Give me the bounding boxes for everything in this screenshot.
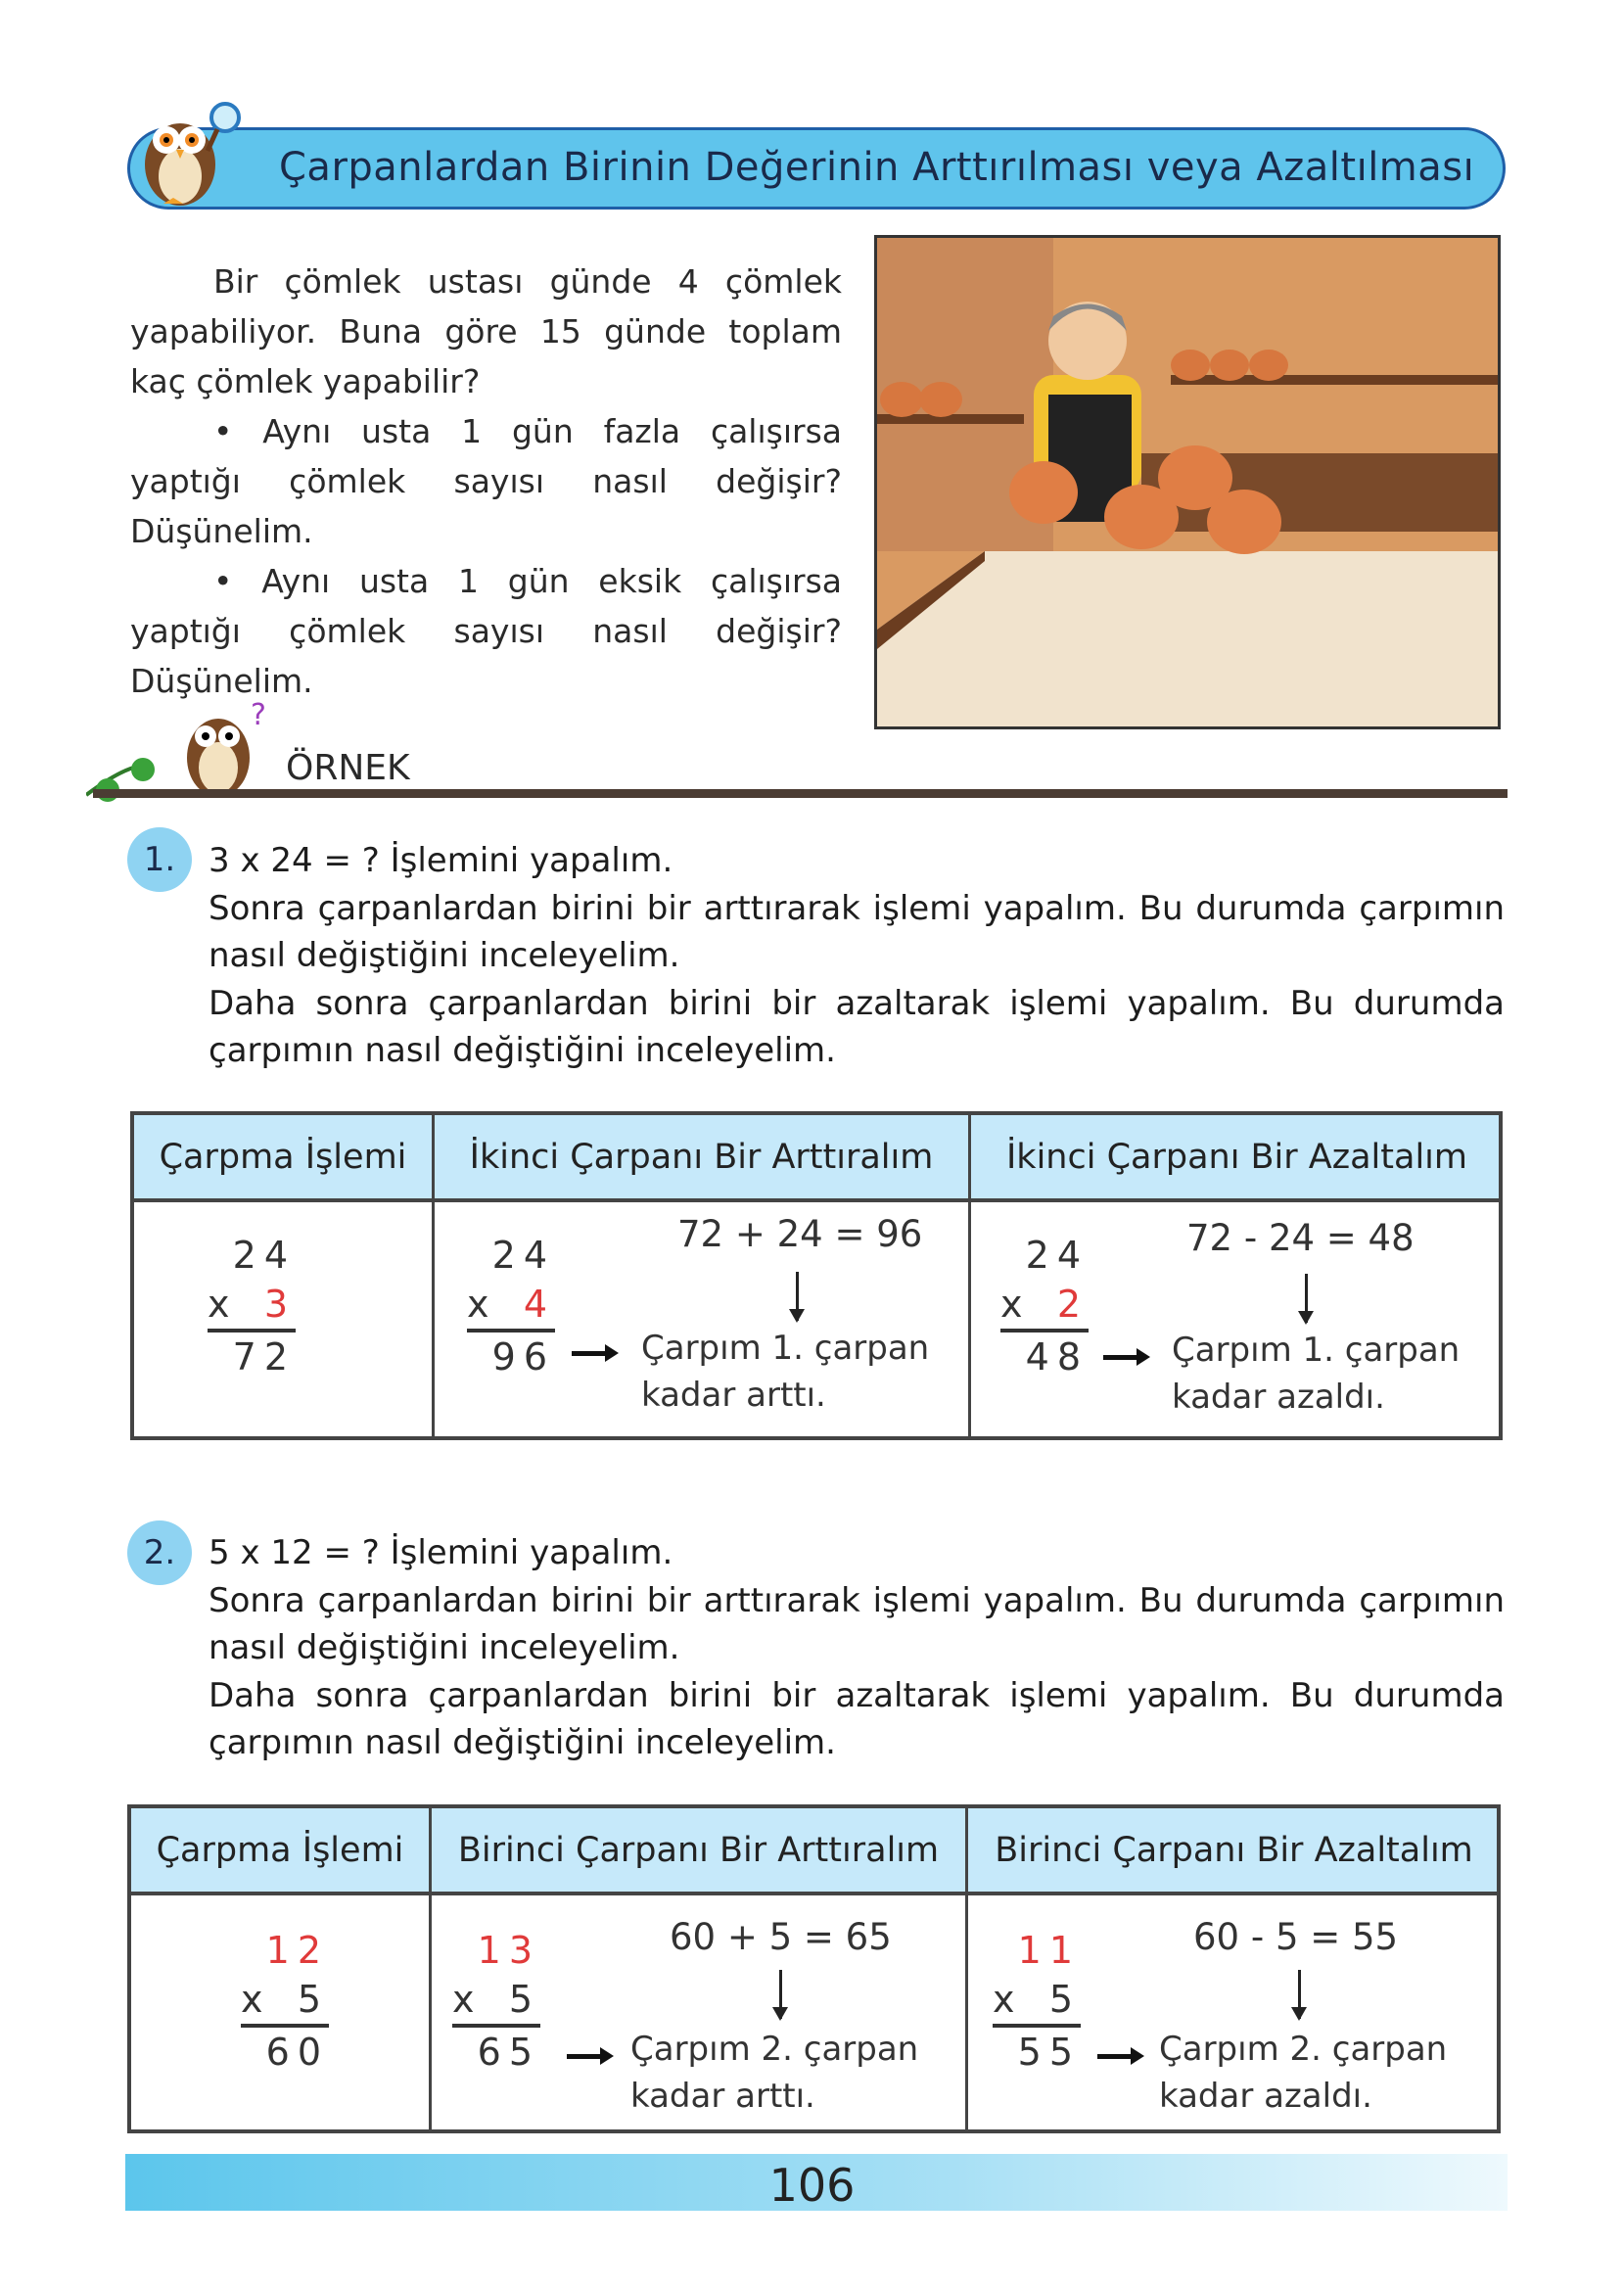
factor-top: 13	[477, 1929, 540, 1972]
down-arrow-icon	[1305, 1274, 1308, 1323]
intro-bullet: • Aynı usta 1 gün fazla çalışırsa yaptığı çömlek sayısı nasıl değişir? Düşünelim.	[130, 412, 842, 550]
example-question: 3 x 24 = ? İşlemini yapalım.	[209, 841, 673, 880]
section-divider	[93, 789, 1508, 798]
intro-bullet: • Aynı usta 1 gün eksik çalışırsa yaptığı çömlek sayısı nasıl değişir? Düşünelim.	[130, 562, 842, 700]
times-sign: x	[993, 1978, 1023, 2021]
equation: 72 + 24 = 96	[677, 1213, 923, 1255]
page-number: 106	[768, 2159, 856, 2212]
potter-illustration	[874, 235, 1501, 729]
right-arrow-icon	[1097, 2054, 1138, 2059]
factor-bottom: 2	[1056, 1283, 1089, 1326]
example-2-table	[127, 1804, 1501, 2133]
column-header: Birinci Çarpanı Bir Arttıralım	[457, 1830, 940, 1870]
example-instruction: Daha sonra çarpanlardan birini bir azaltarak işlemi yapalım. Bu durumda çarpımın nasıl değiştiğini inceleyelim.	[209, 1675, 1505, 1762]
example-question: 5 x 12 = ? İşlemini yapalım.	[209, 1533, 673, 1572]
right-arrow-icon	[1103, 1355, 1144, 1360]
intro-text	[130, 257, 842, 706]
product: 55	[993, 2024, 1081, 2077]
product: 65	[452, 2024, 540, 2077]
multiplication-increase	[452, 1926, 540, 2077]
product: 96	[467, 1329, 555, 1381]
product: 72	[208, 1329, 296, 1381]
factor-top: 11	[1017, 1929, 1081, 1972]
product: 48	[1000, 1329, 1089, 1381]
page-title: Çarpanlardan Birinin Değerinin Arttırılması veya Azaltılması	[279, 145, 1475, 190]
product: 60	[241, 2024, 329, 2077]
example-1-table	[130, 1111, 1503, 1440]
multiplication-base	[241, 1926, 329, 2077]
factor-top: 24	[232, 1234, 296, 1277]
owl-magnifier-icon	[129, 96, 247, 211]
result-note: Çarpım 2. çarpan kadar arttı.	[630, 2030, 919, 2116]
multiplication-base	[208, 1231, 296, 1381]
example-number-badge: 1.	[127, 827, 192, 892]
example-2-text	[130, 1529, 1505, 1767]
ornek-label: ÖRNEK	[286, 748, 410, 788]
example-instruction: Sonra çarpanlardan birini bir arttırarak işlemi yapalım. Bu durumda çarpımın nasıl değiştiğini inceleyelim.	[209, 888, 1505, 975]
example-number-badge: 2.	[127, 1520, 192, 1585]
column-header: İkinci Çarpanı Bir Azaltalım	[1005, 1137, 1467, 1177]
down-arrow-icon	[796, 1272, 799, 1321]
factor-top: 24	[491, 1234, 555, 1277]
column-header: İkinci Çarpanı Bir Arttıralım	[469, 1137, 934, 1177]
result-note: Çarpım 2. çarpan kadar azaldı.	[1159, 2030, 1448, 2116]
equation: 72 - 24 = 48	[1186, 1217, 1415, 1259]
factor-top: 12	[265, 1929, 329, 1972]
column-header: Çarpma İşlemi	[159, 1137, 407, 1177]
factor-top: 24	[1025, 1234, 1089, 1277]
times-sign: x	[467, 1283, 497, 1326]
intro-paragraph: Bir çömlek ustası günde 4 çömlek yapabiliyor. Buna göre 15 günde toplam kaç çömlek yapabilir?	[130, 262, 842, 400]
multiplication-increase	[467, 1231, 555, 1381]
down-arrow-icon	[779, 1970, 782, 2019]
result-note: Çarpım 1. çarpan kadar arttı.	[641, 1329, 930, 1415]
factor-bottom: 4	[523, 1283, 555, 1326]
times-sign: x	[452, 1978, 483, 2021]
multiplication-decrease	[1000, 1231, 1089, 1381]
example-instruction: Sonra çarpanlardan birini bir arttırarak işlemi yapalım. Bu durumda çarpımın nasıl değiştiğini inceleyelim.	[209, 1580, 1505, 1667]
multiplication-decrease	[993, 1926, 1081, 2077]
result-note: Çarpım 1. çarpan kadar azaldı.	[1172, 1331, 1461, 1417]
times-sign: x	[208, 1283, 238, 1326]
example-1-text	[130, 837, 1505, 1075]
down-arrow-icon	[1298, 1970, 1301, 2019]
times-sign: x	[241, 1978, 271, 2021]
column-header: Çarpma İşlemi	[156, 1830, 404, 1870]
equation: 60 - 5 = 55	[1193, 1916, 1399, 1958]
factor-bottom: 5	[508, 1978, 540, 2021]
factor-bottom: 3	[263, 1283, 296, 1326]
right-arrow-icon	[567, 2054, 608, 2059]
right-arrow-icon	[572, 1351, 613, 1356]
svg-text:?: ?	[251, 698, 266, 732]
column-header: Birinci Çarpanı Bir Azaltalım	[995, 1830, 1473, 1870]
example-instruction: Daha sonra çarpanlardan birini bir azaltarak işlemi yapalım. Bu durumda çarpımın nasıl değiştiğini inceleyelim.	[209, 983, 1505, 1070]
equation: 60 + 5 = 65	[670, 1916, 892, 1958]
factor-bottom: 5	[297, 1978, 329, 2021]
factor-bottom: 5	[1048, 1978, 1081, 2021]
times-sign: x	[1000, 1283, 1031, 1326]
